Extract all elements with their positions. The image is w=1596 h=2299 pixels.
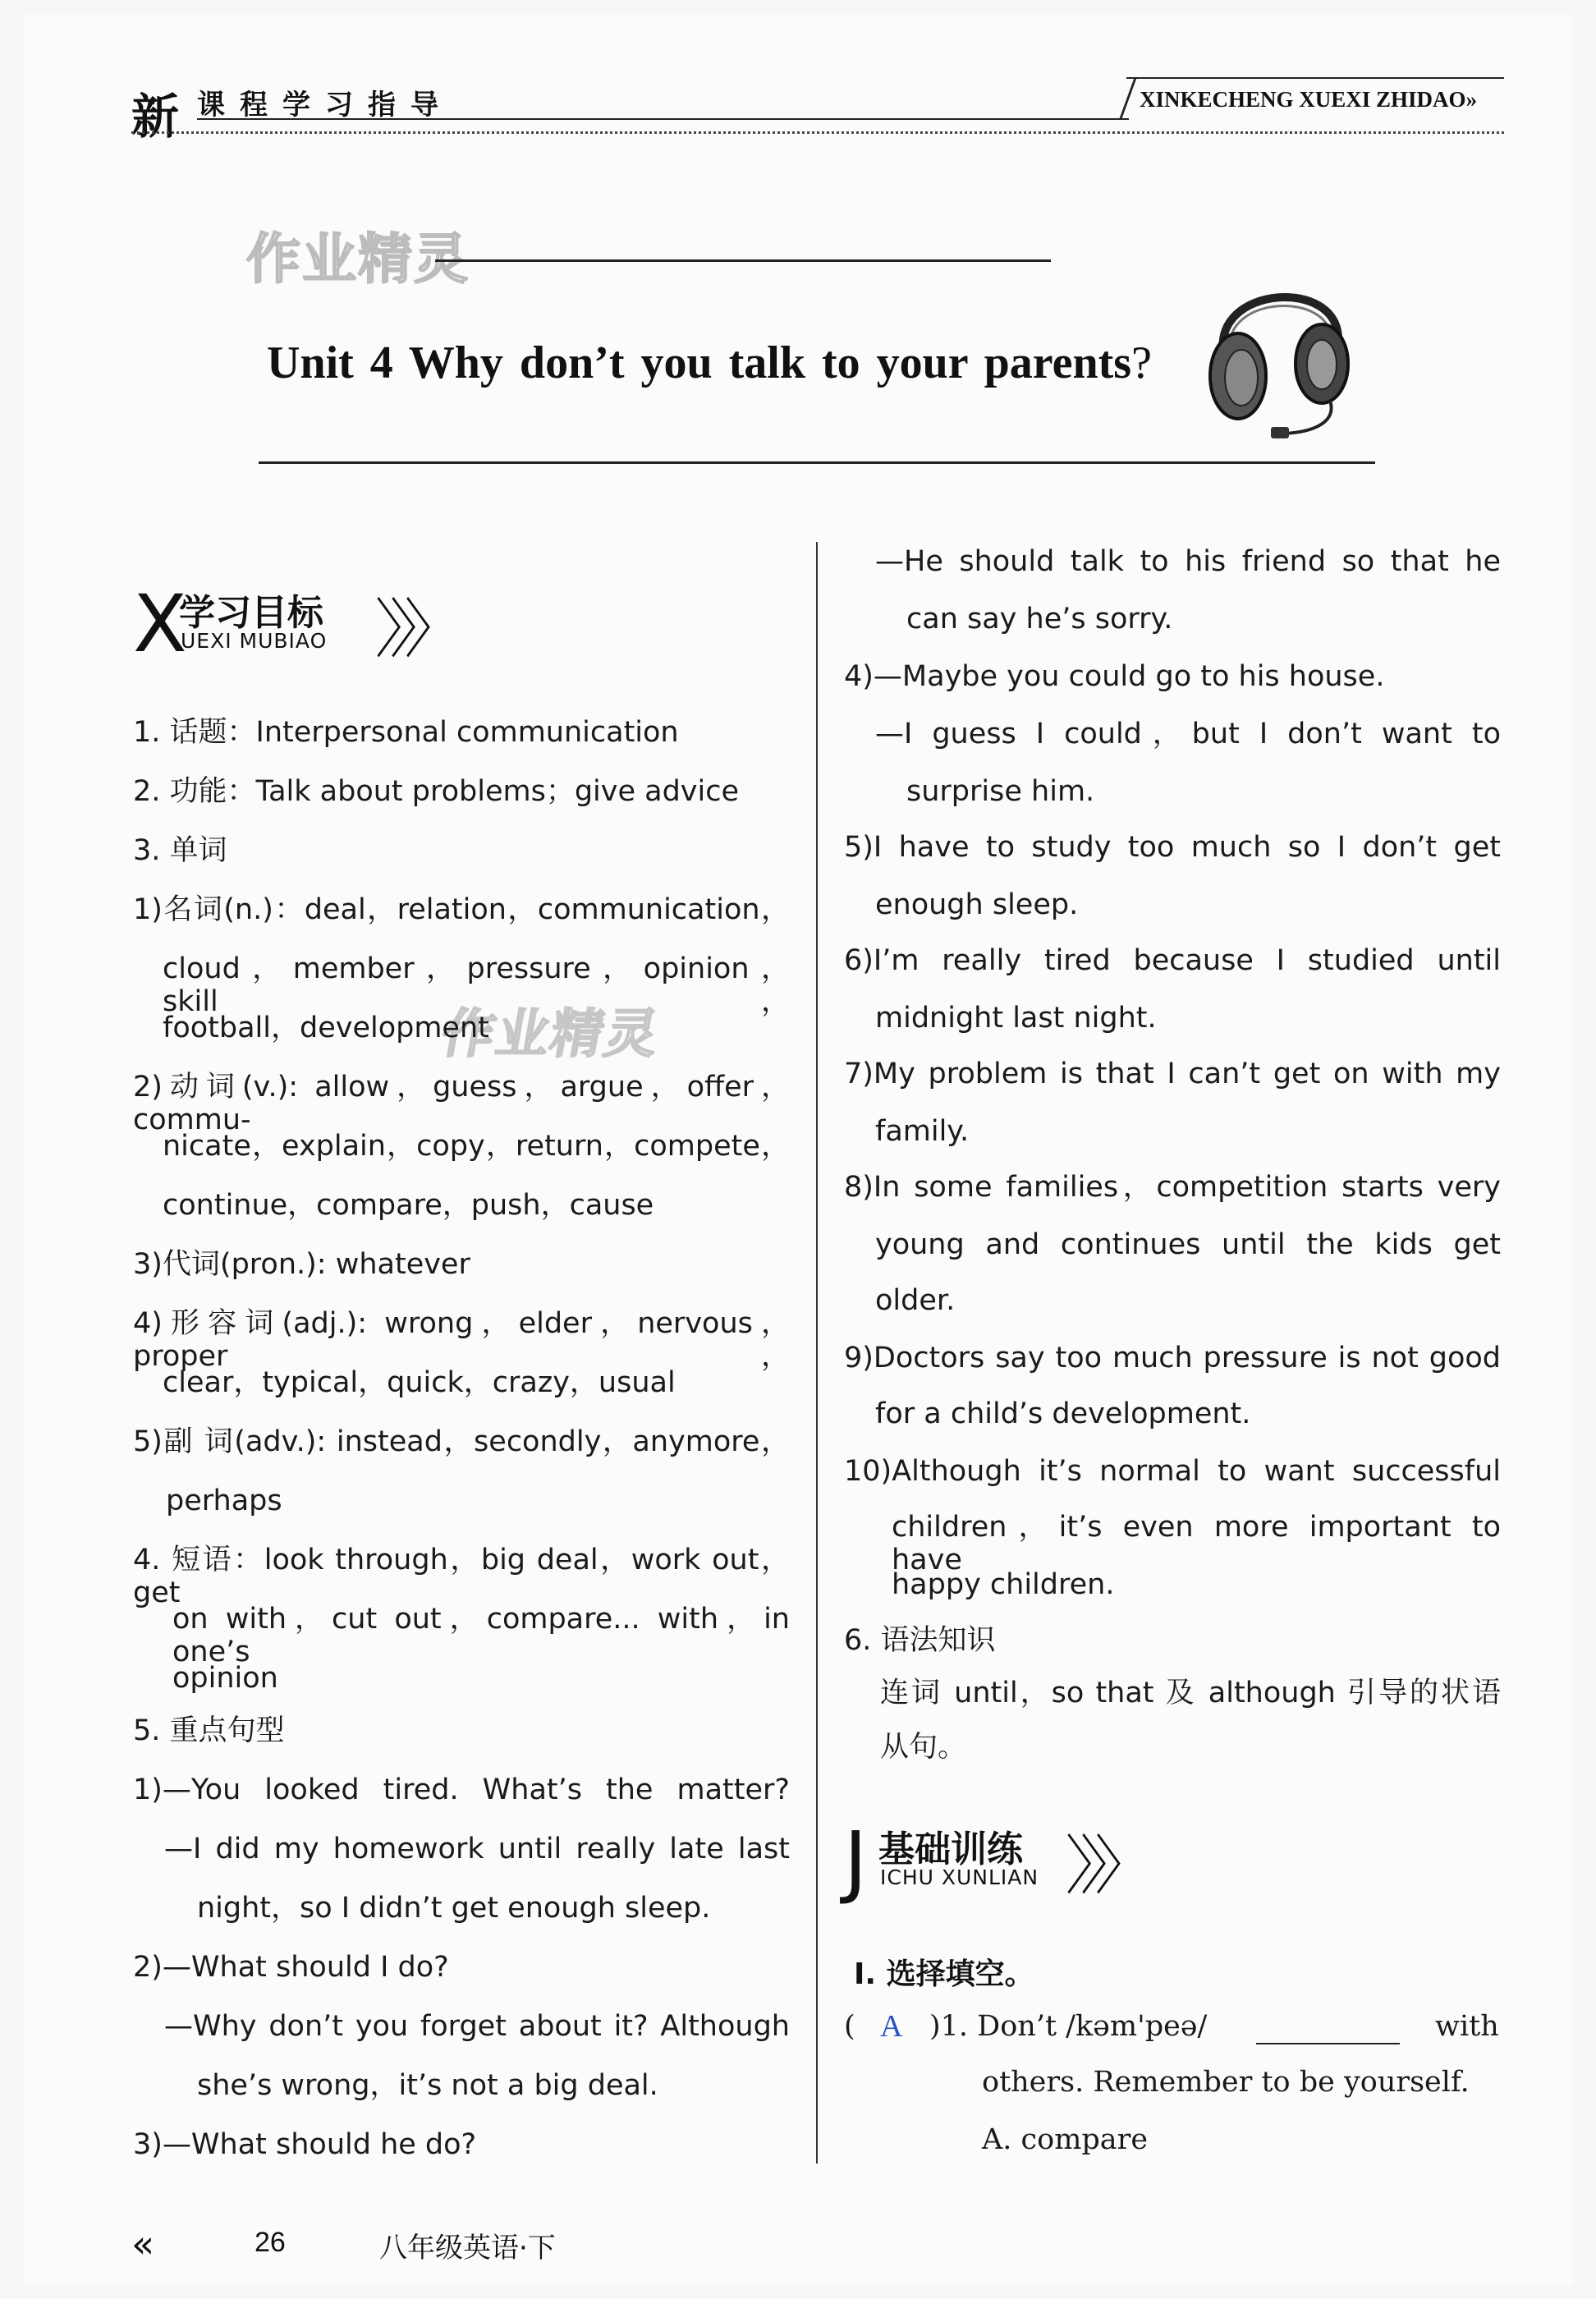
chevron-left-icon: « bbox=[131, 2222, 145, 2266]
right-line: —He should talk to his friend so that he bbox=[875, 545, 1501, 578]
left-line: clear，typical，quick，crazy，usual bbox=[163, 1366, 676, 1399]
header-title: 课程学习指导 bbox=[197, 89, 453, 122]
right-line: young and continues until the kids get bbox=[875, 1228, 1501, 1261]
left-line: football，development bbox=[163, 1012, 489, 1044]
left-line: nicate，explain，copy，return，compete， bbox=[163, 1130, 790, 1163]
right-line: 8)In some families，competition starts very bbox=[844, 1171, 1501, 1204]
exercise-q1-paren: ( bbox=[844, 2010, 855, 2043]
section-practice-letter: J bbox=[844, 1815, 868, 1907]
header-pinyin-text: XINKECHENG XUEXI ZHIDAO bbox=[1140, 87, 1466, 112]
right-line: for a child’s development. bbox=[875, 1397, 1251, 1430]
column-divider bbox=[816, 542, 818, 2164]
right-line: 10)Although it’s normal to want successful bbox=[844, 1455, 1501, 1488]
right-line: 7)My problem is that I can’t get on with my bbox=[844, 1058, 1501, 1090]
right-line: midnight last night. bbox=[875, 1002, 1157, 1035]
exercise-q1-blank[interactable] bbox=[1256, 2018, 1400, 2044]
unit-rule-top bbox=[435, 259, 1051, 262]
left-line: 3)代词(pron.): whatever bbox=[133, 1248, 470, 1281]
right-line: 9)Doctors say too much pressure is not good bbox=[844, 1342, 1501, 1374]
left-line: 3)—What should he do? bbox=[133, 2128, 477, 2161]
book-title: 八年级英语·下 bbox=[379, 2232, 556, 2265]
left-line: 2)—What should I do? bbox=[133, 1951, 449, 1984]
section-goals-pinyin: UEXI MUBIAO bbox=[181, 629, 328, 653]
exercise-q1-answer: A bbox=[880, 2009, 903, 2044]
exercise-q1-prefix: )1. Don’t /kəm'peə/ bbox=[929, 2010, 1208, 2043]
section-practice-title: 基础训练 bbox=[878, 1829, 1023, 1870]
right-line: happy children. bbox=[892, 1568, 1115, 1601]
unit-rule-bottom bbox=[259, 461, 1375, 464]
left-line: 2. 功能：Talk about problems；give advice bbox=[133, 775, 740, 808]
exercise-heading: Ⅰ. 选择填空。 bbox=[854, 1957, 1034, 1991]
chevron-right-icon: 〉〉〉 bbox=[375, 593, 447, 667]
left-line: 5. 重点句型 bbox=[133, 1714, 285, 1747]
page-number: 26 bbox=[255, 2227, 286, 2258]
header-pinyin bbox=[1140, 87, 1477, 112]
right-line: older. bbox=[875, 1284, 956, 1317]
right-line: 连词 until，so that 及 although 引导的状语 bbox=[880, 1677, 1501, 1709]
right-line: 5)I have to study too much so I don’t get bbox=[844, 831, 1501, 864]
right-line: 4)—Maybe you could go to his house. bbox=[844, 660, 1385, 693]
exercise-q1-suffix: with bbox=[1435, 2010, 1499, 2043]
left-line: perhaps bbox=[166, 1484, 282, 1517]
left-line: 1)名词(n.)：deal，relation，communication， bbox=[133, 893, 790, 926]
left-line: 2)动词(v.): allow，guess，argue，offer，commu- bbox=[133, 1071, 790, 1136]
right-line: family. bbox=[875, 1115, 970, 1148]
right-line: can say he’s sorry. bbox=[906, 603, 1173, 636]
headphones-icon bbox=[1199, 261, 1363, 442]
right-line: 从句。 bbox=[880, 1731, 967, 1764]
unit-title-text: Unit 4 Why don’t you talk to your parents bbox=[267, 337, 1132, 388]
left-line: cloud，member，pressure，opinion，skill， bbox=[163, 952, 790, 1018]
left-line: continue，compare，push，cause bbox=[163, 1189, 654, 1222]
exercise-q1-line2: others. Remember to be yourself. bbox=[982, 2066, 1470, 2099]
section-goals-letter: X bbox=[133, 578, 187, 670]
left-line: 3. 单词 bbox=[133, 834, 227, 867]
unit-title bbox=[267, 337, 1152, 389]
watermark-middle: 作业精灵 bbox=[437, 1004, 665, 1065]
left-line: 1. 话题：Interpersonal communication bbox=[133, 716, 679, 749]
section-goals-title: 学习目标 bbox=[179, 592, 323, 634]
left-line: 5)副 词(adv.): instead，secondly，anymore， bbox=[133, 1425, 790, 1458]
right-line: children，it’s even more important to have bbox=[892, 1511, 1501, 1576]
left-line: 1)—You looked tired. What’s the matter? bbox=[133, 1774, 790, 1806]
chevron-right-icon: » bbox=[1465, 87, 1478, 112]
left-line: on with，cut out，compare... with，in one’s bbox=[172, 1603, 790, 1668]
right-line: —I guess I could，but I don’t want to bbox=[875, 718, 1501, 750]
section-practice-pinyin: ICHU XUNLIAN bbox=[880, 1865, 1039, 1889]
chevron-right-icon: 〉〉〉 bbox=[1066, 1829, 1137, 1903]
left-line: 4. 短语：look through，big deal，work out，get bbox=[133, 1544, 790, 1609]
left-line: —I did my homework until really late last bbox=[164, 1833, 790, 1865]
left-line: night，so I didn’t get enough sleep. bbox=[197, 1892, 711, 1925]
header-rule bbox=[197, 118, 1129, 120]
right-line: 6)I’m really tired because I studied until bbox=[844, 944, 1501, 977]
left-line: 4)形容词(adj.): wrong，elder，nervous，proper， bbox=[133, 1307, 790, 1373]
right-line: enough sleep. bbox=[875, 888, 1079, 921]
header-right-rule bbox=[1126, 77, 1504, 79]
right-line: surprise him. bbox=[906, 775, 1095, 808]
watermark-top: 作业精灵 bbox=[246, 227, 470, 291]
right-line: 6. 语法知识 bbox=[844, 1624, 996, 1657]
unit-title-qmark: ? bbox=[1131, 337, 1152, 388]
header-dotted-rule bbox=[131, 131, 1504, 134]
left-line: opinion bbox=[172, 1662, 278, 1695]
left-line: —Why don’t you forget about it? Although bbox=[164, 2010, 790, 2043]
header-logo: 新 bbox=[131, 89, 180, 145]
exercise-q1-option-a: A. compare bbox=[982, 2123, 1149, 2156]
left-line: she’s wrong，it’s not a big deal. bbox=[197, 2069, 658, 2102]
